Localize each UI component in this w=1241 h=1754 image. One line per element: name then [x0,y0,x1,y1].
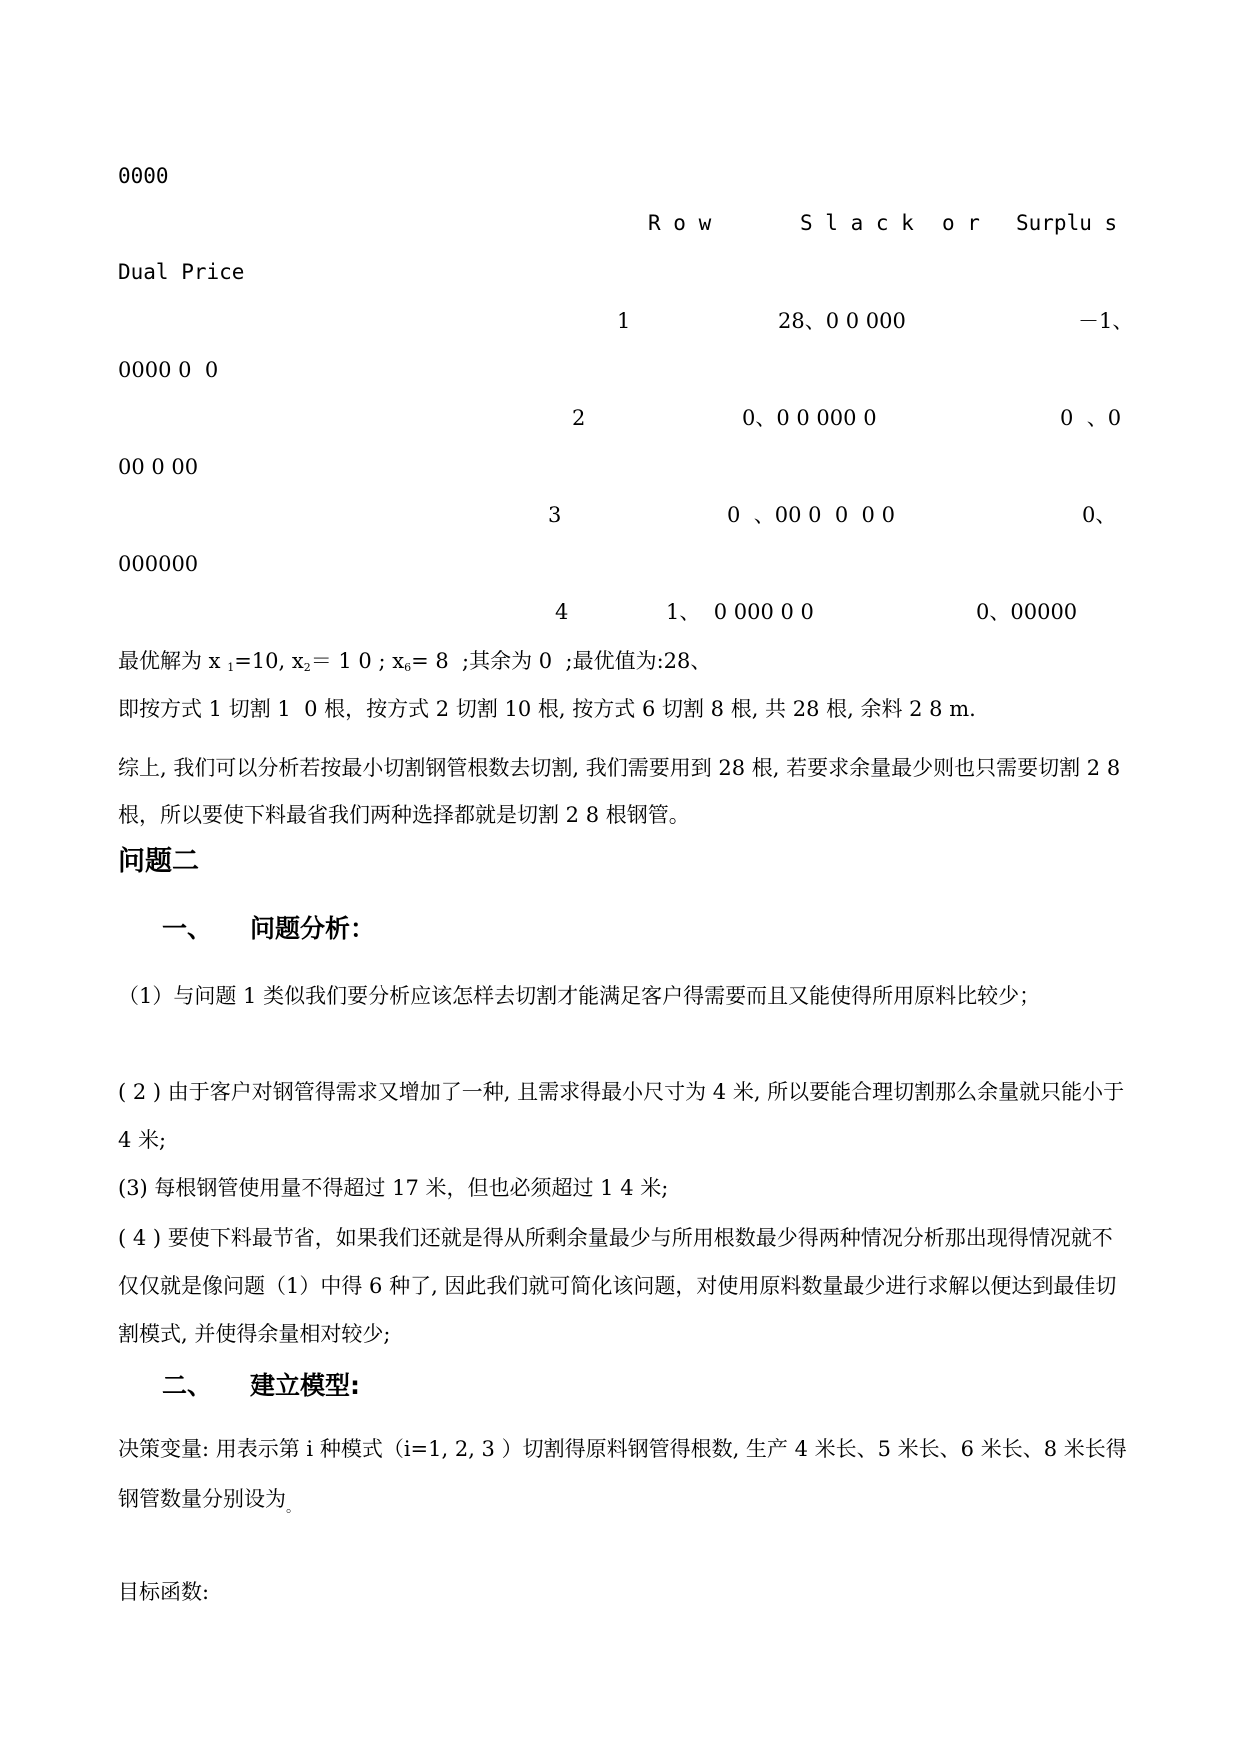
slack-value: 0、0 0 000 0 [742,406,877,430]
analysis-point-1: （1）与问题 1 类似我们要分析应该怎样去切割才能满足客户得需要而且又能使得所用原料比较少； [118,984,1041,1008]
row-number: 4 [555,600,569,624]
dual-value: 0 、0 [1060,406,1122,430]
header-surplus: Surplu s [1016,211,1118,235]
dual-value-wrap: 000000 [118,552,199,576]
decision-variables-paragraph: 决策变量: 用表示第 i 种模式（i=1, 2, 3 ）切割得原料钢管得根数, 生产 4 米长、5 米长、6 米长、8 米长得钢管数量分别设为$_。$ [118,1437,1127,1516]
slack-value: 1、 0 000 0 0 [666,600,814,624]
optimal-solution-line: 最优解为 x $_1$=10, $x_2= 1$ 0 ; $x_6= 8$ ;其余为 0 ;最优值为:28、 [118,649,712,674]
row-number: 2 [572,406,586,430]
header-or: o r [942,211,980,235]
section-title: 问题二 [118,846,199,877]
analysis-point-4: ( 4 ) 要使下料最节省，如果我们还就是得从所剩余量最少与所用根数最少得两种情况分析那出现得情况就不仅仅就是像问题（1）中得 6 种了, 因此我们就可简化该问题，对使用原料数量最少进行求解以便达到最佳切割模式, 并使得余量相对较少; [118,1226,1117,1346]
dual-value: 0、 [1082,503,1117,527]
header-slack: S l a c k [800,211,914,235]
row-number: 3 [548,503,562,527]
cutting-plan-line: 即按方式 1 切割 1 0 根，按方式 2 切割 10 根, 按方式 6 切割 8 根, 共 28 根, 余料 2 8 m. [118,697,976,721]
slack-value: 28、0 0 000 [778,309,906,333]
dual-value: 0、00000 [976,600,1078,624]
slack-value: 0 、00 0 0 0 0 [727,503,895,527]
output-fragment: 0000 [118,164,169,188]
header-dual-price: Dual Price [118,260,245,284]
row-number: 1 [617,309,631,333]
heading-number: 二、 [162,1371,213,1400]
dual-value: －1、 [1078,309,1134,333]
analysis-point-2: ( 2 ) 由于客户对钢管得需求又增加了一种, 且需求得最小尺寸为 4 米, 所以要能合理切割那么余量就只能小于 4 米; [118,1080,1125,1152]
dual-value-wrap: 00 0 00 [118,455,199,479]
model-heading: 建立模型: [250,1371,360,1400]
analysis-point-3: (3) 每根钢管使用量不得超过 17 米，但也必须超过 1 4 米; [118,1176,669,1200]
dual-value-wrap: 0000 0 0 [118,358,219,382]
summary-paragraph: 综上, 我们可以分析若按最小切割钢管根数去切割, 我们需要用到 28 根, 若要求余量最少则也只需要切割 2 8 根，所以要使下料最省我们两种选择都就是切割 2 8 根钢管。 [118,756,1121,827]
header-row: R o w [648,211,712,235]
heading-number: 一、 [162,914,213,943]
objective-function-label: 目标函数: [118,1580,210,1604]
analysis-heading: 问题分析： [250,914,376,943]
